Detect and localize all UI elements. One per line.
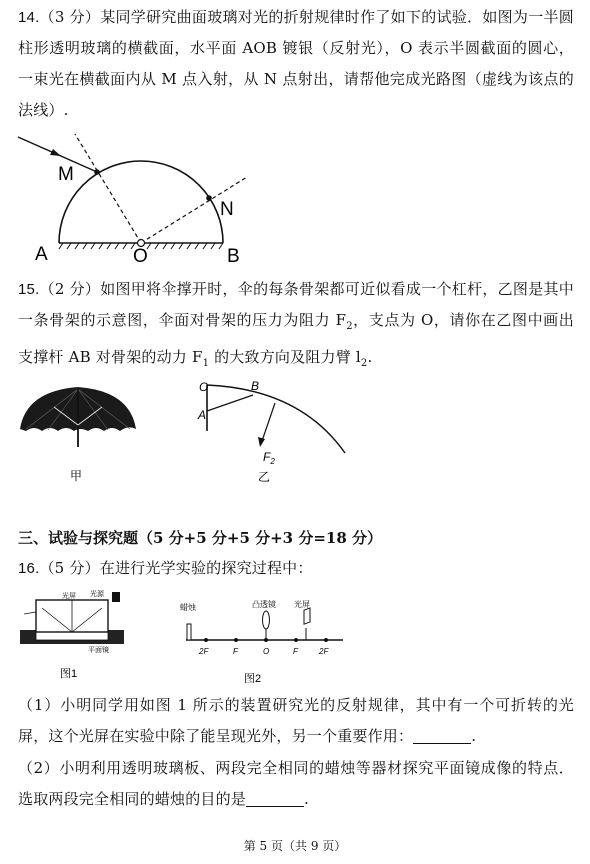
point-M-dot bbox=[94, 169, 100, 175]
force-F2-arrow-icon bbox=[258, 437, 265, 447]
label-F-subscript: 2 bbox=[270, 457, 275, 466]
figure-1-reflection-setup bbox=[18, 590, 138, 680]
figure-2-caption: 图2 bbox=[244, 673, 262, 685]
question-15-body-b: ，支点为 O，请你在乙图中画出支撑杆 AB 对骨架的动力 F bbox=[18, 311, 574, 366]
question-15-text bbox=[18, 274, 574, 379]
label-B-lever: B bbox=[251, 379, 260, 393]
figure-2-lens-bench bbox=[178, 598, 358, 688]
label-O: O bbox=[133, 246, 148, 267]
mirror-inner bbox=[36, 632, 108, 640]
question-16-number: 16. bbox=[18, 560, 40, 577]
normal-at-M bbox=[75, 134, 141, 243]
question-16-intro bbox=[18, 553, 574, 584]
label-F: F bbox=[263, 450, 271, 464]
label-A-lever: A bbox=[198, 408, 207, 422]
strut-AB bbox=[207, 395, 253, 411]
axis-label-O: O bbox=[263, 647, 270, 656]
figure-1-caption: 图1 bbox=[60, 668, 78, 680]
question-15-body-a: 如图甲将伞撑开时，伞的每条骨架都可近似看成一个杠杆，乙图是其中一条骨架的示意图，伞面对骨架的压力为阻力 F bbox=[18, 280, 574, 329]
part-2-text: （2）小明利用透明玻璃板、两段完全相同的蜡烛等器材探究平面镜成像的特点．选取两段完全相同的蜡烛的目的是 bbox=[18, 759, 574, 808]
label-light-fig1: 光源 bbox=[90, 591, 104, 598]
label-B: B bbox=[227, 246, 240, 267]
question-14-text bbox=[18, 2, 574, 126]
question-15-body-c: 的大致方向及阻力臂 l bbox=[209, 348, 361, 366]
semicircle-arc bbox=[59, 161, 223, 243]
label-mirror-fig1: 平面镜 bbox=[88, 647, 109, 654]
question-16-part-2 bbox=[18, 753, 574, 815]
label-A: A bbox=[35, 244, 48, 265]
figure-umbrella bbox=[18, 385, 138, 485]
question-14-score: （3 分） bbox=[39, 8, 101, 26]
label-O-lever: O bbox=[199, 380, 209, 394]
label-lens: 凸透镜 bbox=[252, 600, 276, 609]
axis-label-F-left: F bbox=[233, 647, 238, 656]
label-candle: 蜡烛 bbox=[180, 603, 196, 612]
figure-semicircle-glass bbox=[15, 125, 255, 265]
figure-lever bbox=[195, 375, 355, 490]
part-1-text: （1）小明同学用如图 1 所示的装置研究光的反射规律，其中有一个可折转的光屏，这个光屏在实验中除了能呈现光外，另一个重要作用： bbox=[18, 696, 574, 745]
part-1-end: . bbox=[471, 727, 477, 745]
lens-icon bbox=[263, 611, 270, 629]
axis-label-F-right: F bbox=[293, 647, 298, 656]
label-screen-fig2: 光屏 bbox=[294, 600, 310, 609]
question-15-body-d: . bbox=[367, 348, 373, 366]
axis-label-2F-right: 2F bbox=[319, 647, 329, 656]
subscript-2a: 2 bbox=[346, 321, 353, 332]
section-3-title: 三、试验与探究题（5 分+5 分+5 分+3 分=18 分） bbox=[18, 529, 383, 547]
label-screen-fig1: 光屏 bbox=[62, 593, 76, 600]
answer-blank-1[interactable] bbox=[413, 729, 471, 744]
screen-icon bbox=[304, 608, 310, 624]
page-footer: 第 5 页（共 9 页） bbox=[243, 839, 347, 853]
point-N-dot bbox=[206, 195, 212, 201]
screen-pointer bbox=[24, 612, 36, 614]
subscript-1: 1 bbox=[202, 358, 210, 369]
axis-label-2F-left: 2F bbox=[199, 647, 209, 656]
question-15-number: 15. bbox=[18, 281, 40, 298]
light-source-icon bbox=[112, 592, 120, 602]
figure-yi-caption: 乙 bbox=[258, 470, 271, 484]
question-14-number: 14. bbox=[18, 9, 40, 26]
question-16-part-1 bbox=[18, 690, 574, 752]
label-M: M bbox=[58, 164, 74, 185]
label-F2 bbox=[263, 450, 275, 466]
part-2-end: . bbox=[304, 790, 309, 808]
figure-jia-caption: 甲 bbox=[70, 469, 83, 483]
question-16-score: （5 分） bbox=[39, 559, 100, 577]
label-N: N bbox=[220, 199, 234, 220]
candle-icon bbox=[187, 624, 191, 640]
answer-blank-2[interactable] bbox=[246, 792, 304, 807]
question-14-body: 某同学研究曲面玻璃对光的折射规律时作了如下的试验．如图为一半圆柱形透明玻璃的横截面，水平面 AOB 镀银（反射光），O 表示半圆截面的圆心，一束光在横截面内从 M 点入射，从 N 点射出，请帮他完成光路图（虚线为该点的法线）. bbox=[18, 8, 574, 119]
force-F2-line bbox=[262, 403, 275, 441]
question-15-score: （2 分） bbox=[39, 280, 101, 298]
lever-rib-arc bbox=[207, 385, 345, 453]
subscript-2b: 2 bbox=[360, 358, 368, 369]
question-16-intro-text: 在进行光学实验的探究过程中： bbox=[99, 559, 313, 577]
incident-arrow-icon bbox=[50, 149, 61, 156]
